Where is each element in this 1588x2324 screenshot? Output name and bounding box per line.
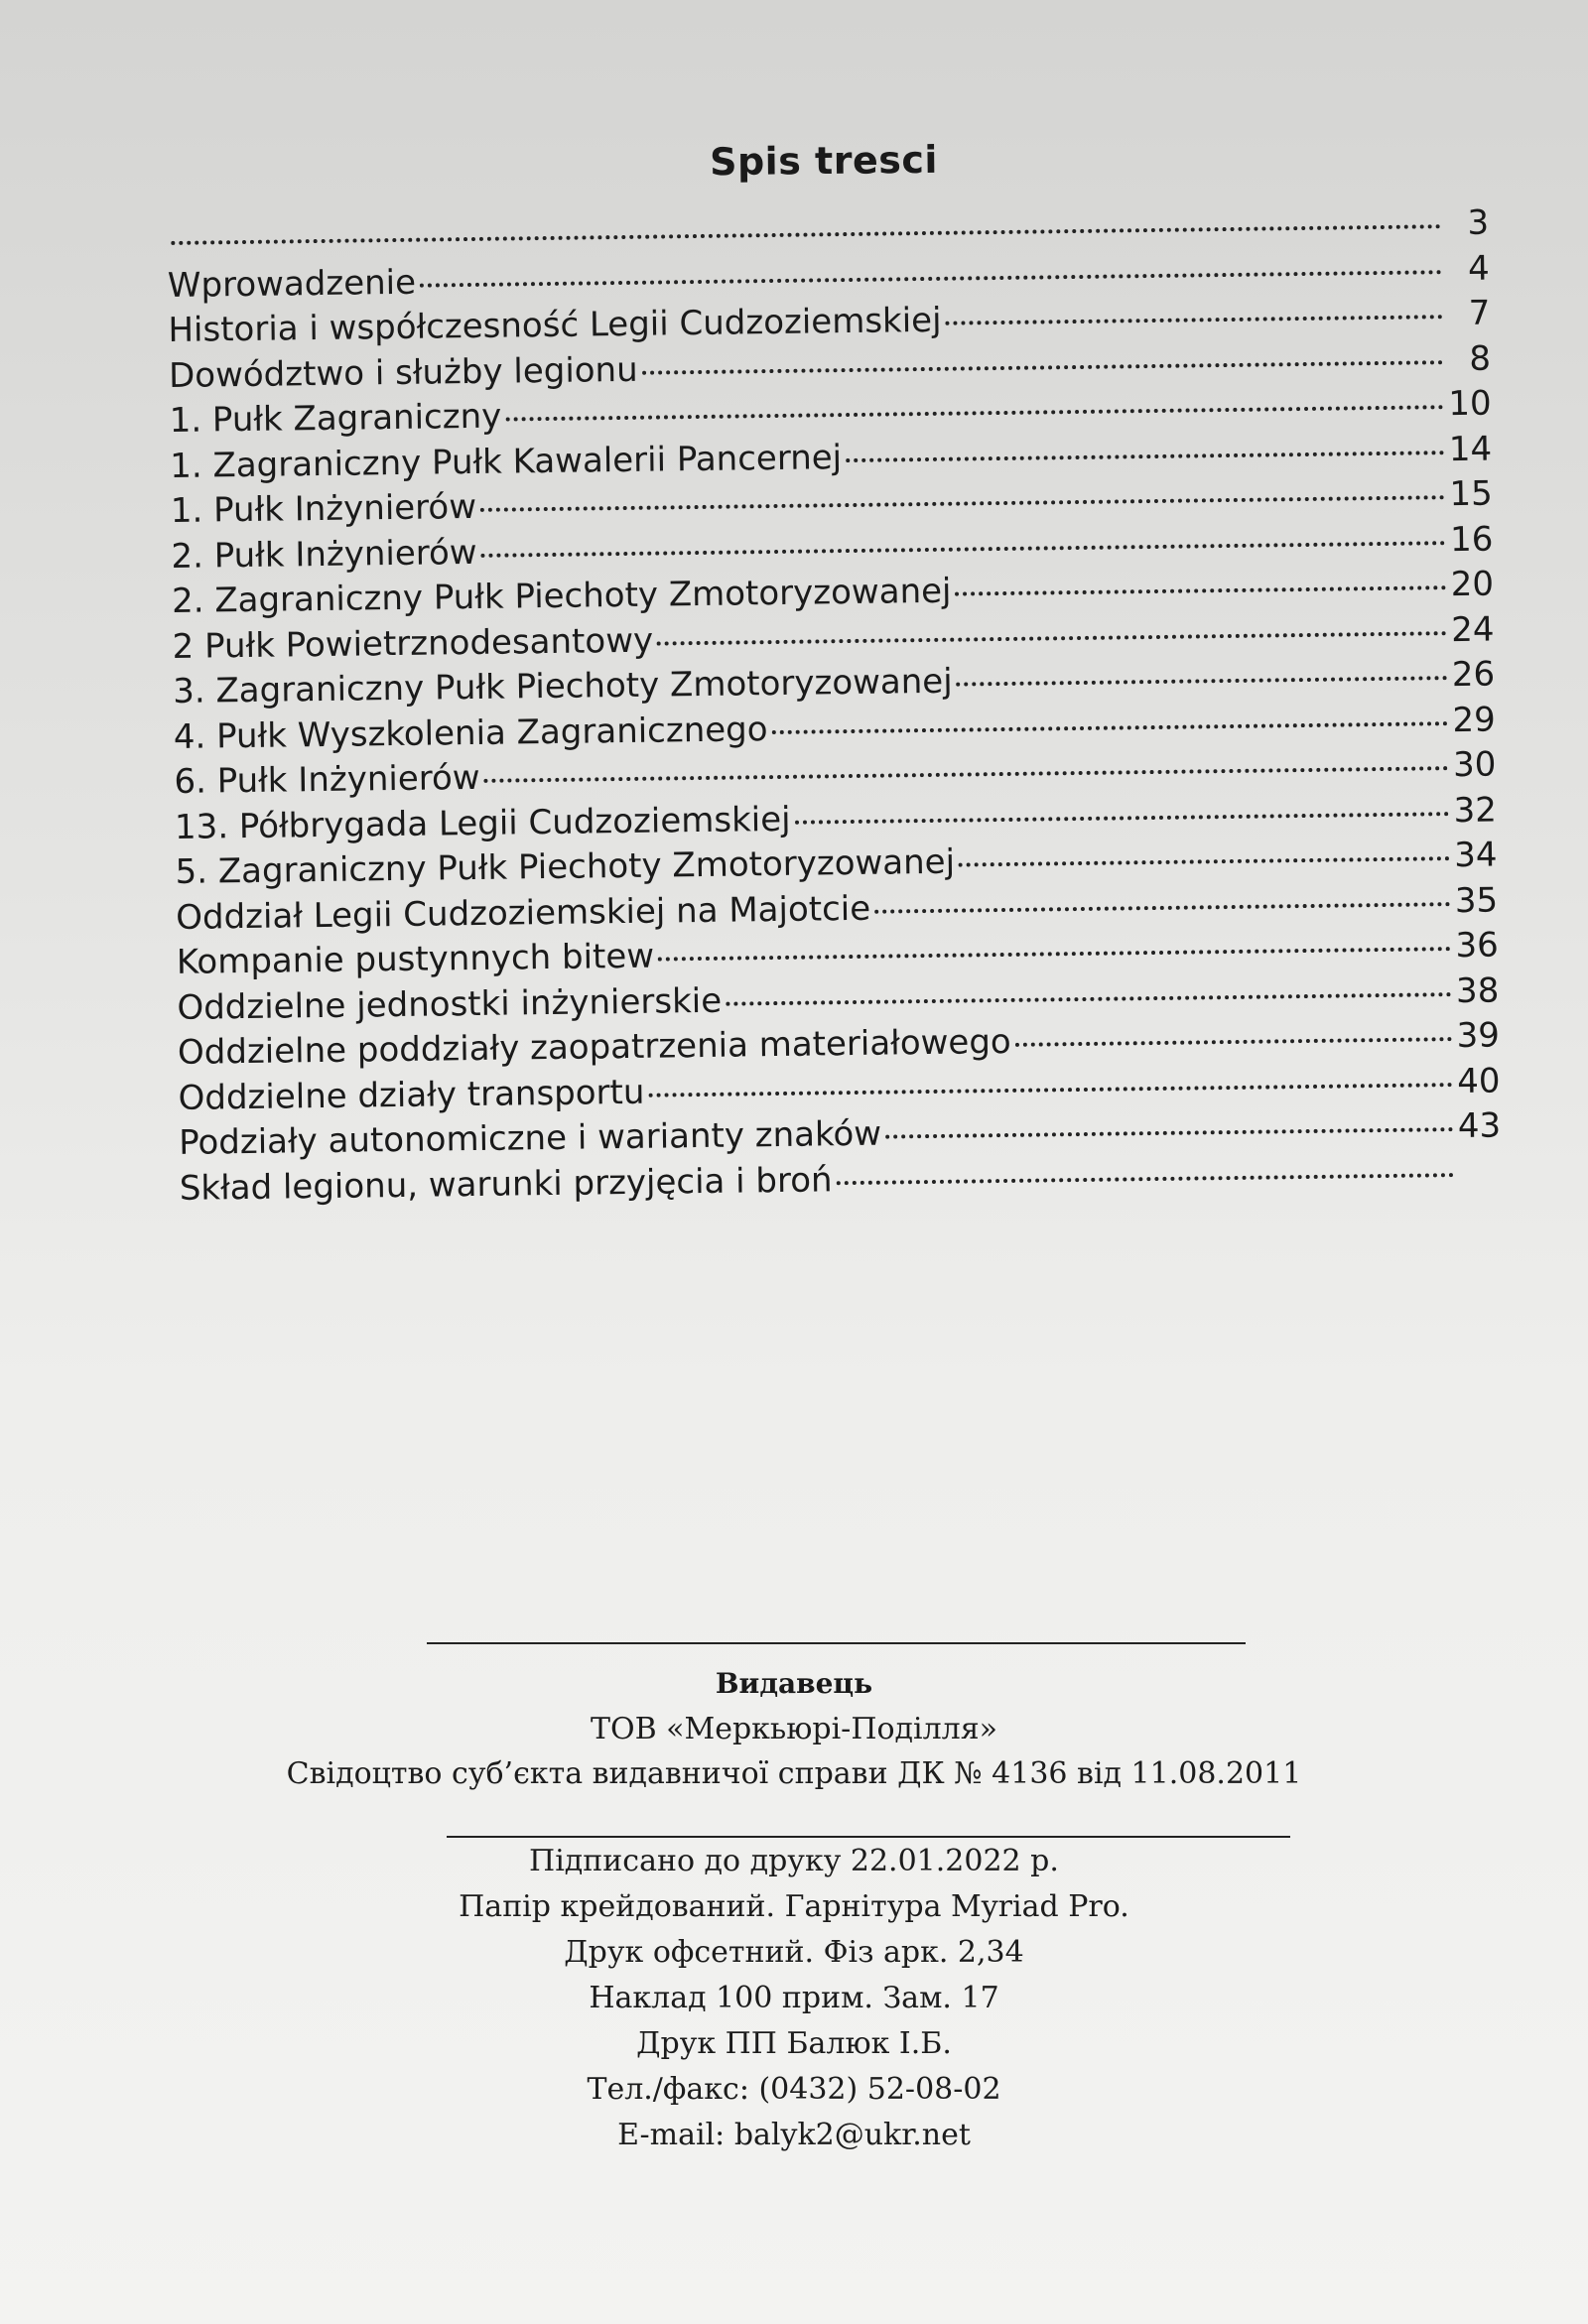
toc-entry-label: 13. Półbrygada Legii Cudzoziemskiej (174, 799, 791, 847)
toc-entry-label: Kompanie pustynnych bitew (176, 936, 655, 982)
toc-entry-label: 3. Zagraniczny Pułk Piechoty Zmotoryzowanej (172, 661, 953, 711)
toc-entry-label: 1. Zagraniczny Pułk Kawalerii Pancernej (170, 437, 843, 486)
toc-entry-page: 4 (1467, 248, 1491, 289)
dot-leader (1015, 1037, 1452, 1047)
toc-entry-label: 1. Pułk Inżynierów (170, 486, 477, 531)
dot-leader (955, 585, 1446, 595)
dot-leader (505, 405, 1443, 421)
publisher-heading: Видавець (715, 1667, 873, 1700)
imprint-line: Підписано до друку 22.01.2022 р. (529, 1844, 1059, 1878)
toc-entry-page: 14 (1448, 429, 1493, 469)
imprint-line: Друк ПП Балюк І.Б. (636, 2026, 952, 2061)
dot-leader (837, 1173, 1454, 1185)
dot-leader (658, 947, 1451, 961)
toc-entry-page: 15 (1449, 473, 1494, 515)
toc-entry-label: 1. Pułk Zagraniczny (169, 396, 502, 441)
dot-leader (772, 721, 1448, 734)
dot-leader (657, 631, 1446, 645)
toc-entry-page: 32 (1453, 790, 1498, 831)
dot-leader (946, 315, 1443, 325)
toc-list (167, 201, 1502, 1212)
dot-leader (642, 360, 1443, 375)
toc-entry-label: Oddział Legii Cudzoziemskiej na Majotcie (175, 888, 871, 938)
dot-leader (726, 992, 1451, 1006)
toc-entry-page: 40 (1456, 1060, 1501, 1101)
toc-entry-page: 39 (1456, 1015, 1501, 1057)
imprint-line: Наклад 100 прим. Зам. 17 (589, 1981, 999, 2015)
dot-leader (480, 495, 1445, 512)
toc-entry-page: 35 (1454, 880, 1499, 921)
dot-leader (846, 451, 1444, 462)
toc-entry-label: 2. Pułk Inżynierów (171, 532, 477, 577)
toc-entry-label: Dowództwo i służby legionu (168, 349, 638, 396)
toc-entry-page: 38 (1455, 969, 1500, 1011)
dot-leader (795, 812, 1449, 825)
toc-entry-page: 30 (1452, 744, 1497, 786)
dot-leader (171, 224, 1441, 245)
divider-rule (447, 1836, 1290, 1838)
dot-leader (874, 902, 1450, 914)
dot-leader (959, 856, 1450, 866)
toc-entry-page: 26 (1451, 654, 1496, 696)
dot-leader (481, 541, 1446, 558)
imprint-line: E-mail: balyk2@ukr.net (617, 2118, 971, 2152)
toc-entry-label: Podziały autonomiczne i warianty znaków (178, 1113, 882, 1163)
toc-entry-label: Oddzielne działy transportu (178, 1072, 645, 1118)
dot-leader (885, 1127, 1453, 1138)
toc-entry-page: 29 (1452, 700, 1496, 740)
toc-entry-label: Skład legionu, warunki przyjęcia i broń (179, 1159, 833, 1209)
toc-entry-label: Wprowadzenie (167, 262, 417, 306)
toc-entry-page: 7 (1468, 293, 1491, 333)
toc-entry-label: Oddzielne poddziały zaopatrzenia materiałowego (177, 1021, 1011, 1073)
toc-entry-label: Oddzielne jednostki inżynierskie (177, 980, 723, 1028)
toc-entry-page: 34 (1453, 835, 1498, 876)
imprint-line: Тел./факс: (0432) 52-08-02 (587, 2072, 1001, 2107)
dot-leader (648, 1083, 1452, 1097)
toc-entry-label: 6. Pułk Inżynierów (174, 757, 480, 802)
toc-entry-page: 43 (1457, 1105, 1502, 1147)
toc-entry-page: 36 (1455, 925, 1499, 967)
divider-rule (427, 1642, 1246, 1644)
publisher-certificate: Свідоцтво суб’єкта видавничої справи ДК № 4136 від 11.08.2011 (286, 1756, 1302, 1791)
toc-entry-page: 10 (1448, 383, 1492, 425)
toc-entry-page: 20 (1450, 564, 1495, 605)
imprint-line: Папір крейдований. Гарнітура Myriad Pro. (459, 1889, 1129, 1924)
toc-entry-page (1458, 1182, 1502, 1183)
dot-leader (957, 676, 1448, 686)
toc-entry-page: 16 (1449, 519, 1494, 560)
dot-leader (420, 270, 1442, 287)
toc-entry-page: 3 (1467, 202, 1490, 243)
toc-entry-label: Historia i współczesność Legii Cudzoziemskiej (168, 300, 942, 350)
publisher-name: ТОВ «Меркьюрі-Поділля» (590, 1712, 998, 1746)
toc-entry-page: 24 (1451, 609, 1495, 650)
toc-entry-label: 2 Pułk Powietrznodesantowy (172, 620, 654, 667)
toc-title: Spis tresci (709, 137, 939, 185)
toc-entry-page: 8 (1469, 338, 1492, 379)
toc-entry-label: 2. Zagraniczny Pułk Piechoty Zmotoryzowanej (171, 571, 952, 621)
imprint-line: Друк офсетний. Фіз арк. 2,34 (564, 1935, 1024, 1970)
toc-entry-label: 5. Zagraniczny Pułk Piechoty Zmotoryzowanej (175, 841, 956, 892)
toc-entry-label: 4. Pułk Wyszkolenia Zagranicznego (173, 709, 768, 757)
dot-leader (484, 766, 1449, 783)
